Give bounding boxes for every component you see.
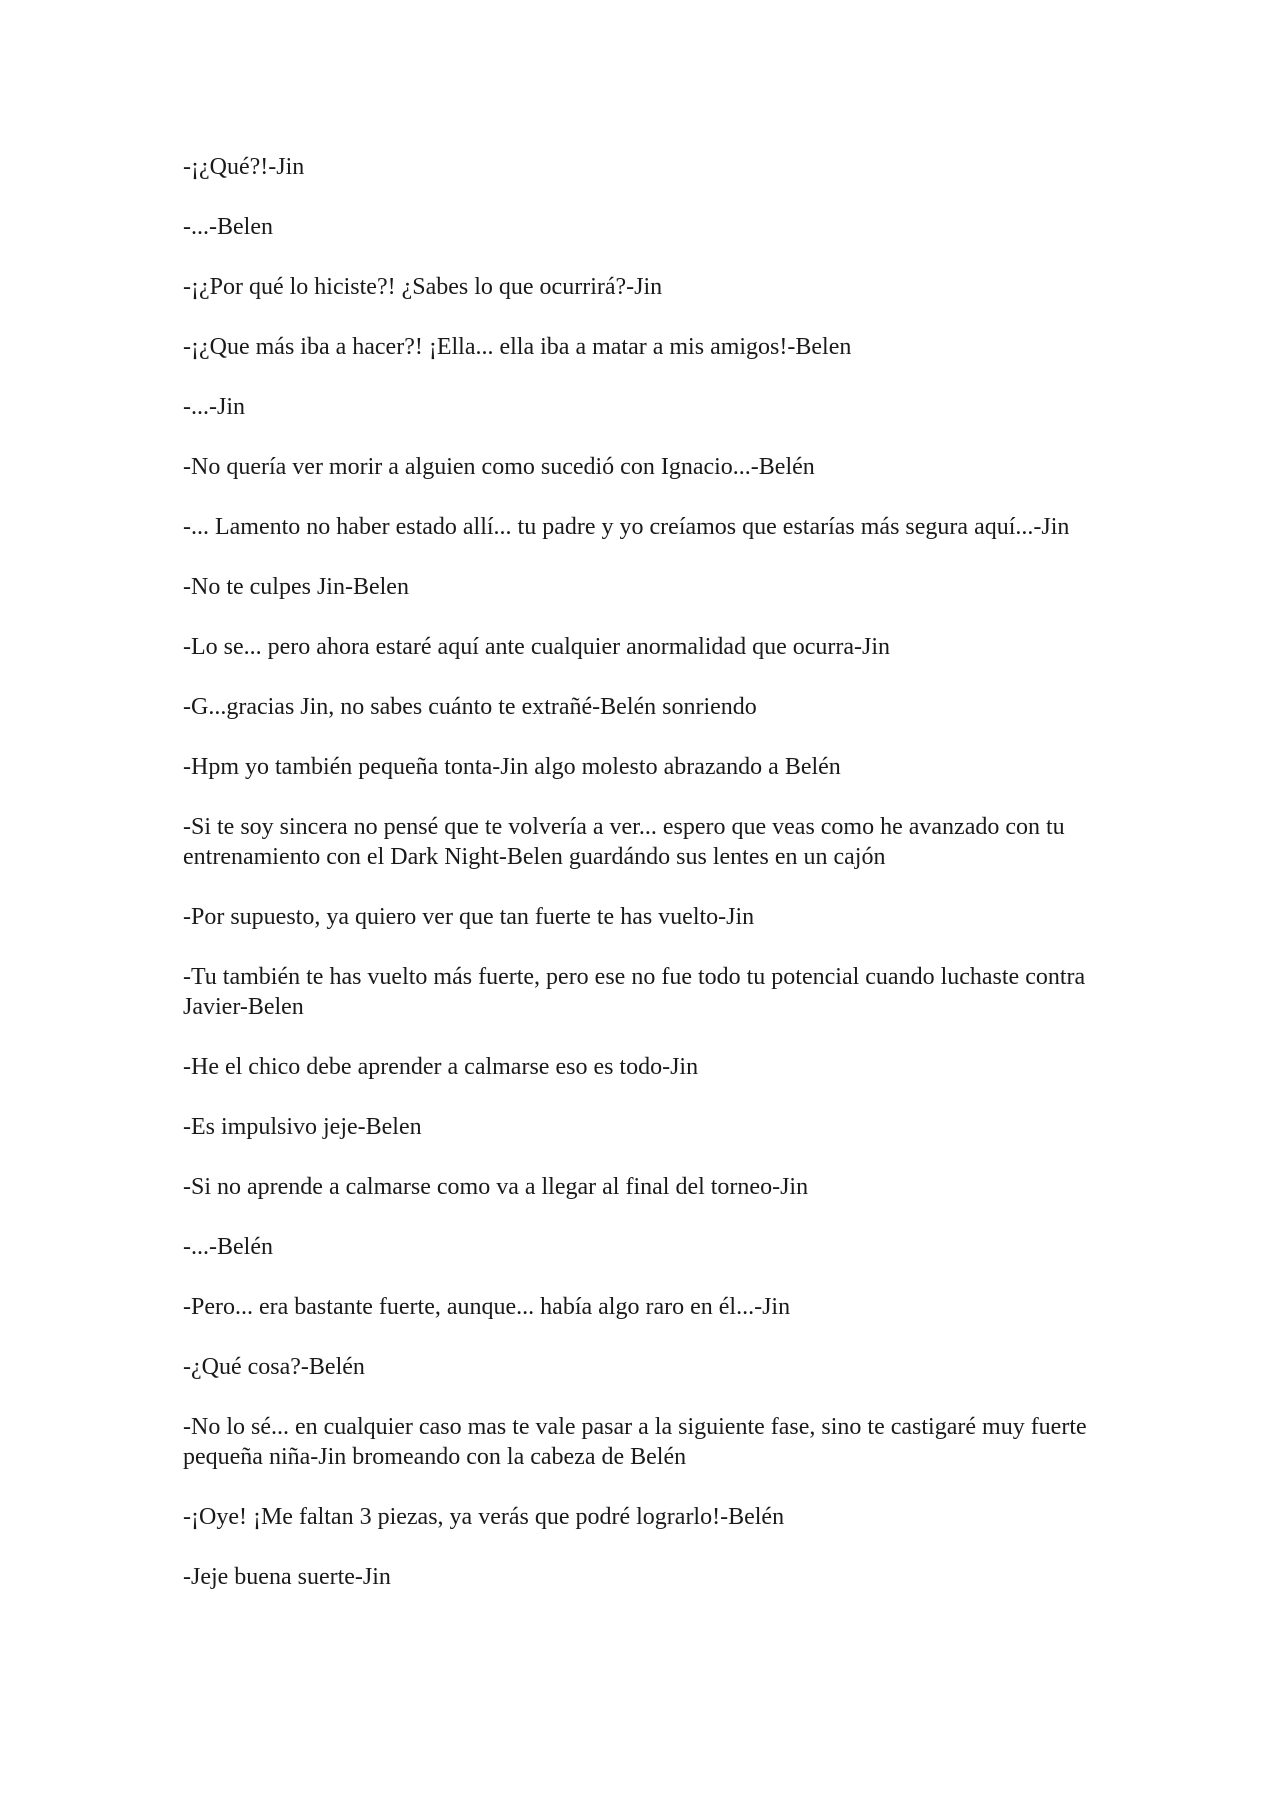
dialogue-line: -Por supuesto, ya quiero ver que tan fuerte te has vuelto-Jin <box>183 904 755 930</box>
dialogue-line: -Hpm yo también pequeña tonta-Jin algo molesto abrazando a Belén <box>183 754 841 780</box>
dialogue-text <box>183 152 1103 1622</box>
dialogue-line: -Pero... era bastante fuerte, aunque... había algo raro en él...-Jin <box>183 1294 791 1320</box>
dialogue-line: -¿Qué cosa?-Belén <box>183 1354 365 1380</box>
dialogue-line: -...-Belén <box>183 1234 273 1260</box>
dialogue-line: -No lo sé... en cualquier caso mas te vale pasar a la siguiente fase, sino te castigaré muy fuerte pequeña niña-Jin bromeando con la cabeza de Belén <box>183 1414 1087 1470</box>
dialogue-line: -No quería ver morir a alguien como sucedió con Ignacio...-Belén <box>183 454 815 480</box>
dialogue-line: -¡¿Por qué lo hiciste?! ¿Sabes lo que ocurrirá?-Jin <box>183 274 663 300</box>
dialogue-line: -Es impulsivo jeje-Belen <box>183 1114 422 1140</box>
dialogue-line: -Tu también te has vuelto más fuerte, pero ese no fue todo tu potencial cuando luchaste contra Javier-Belen <box>183 964 1086 1020</box>
dialogue-line: -Lo se... pero ahora estaré aquí ante cualquier anormalidad que ocurra-Jin <box>183 634 891 660</box>
dialogue-line: -¡Oye! ¡Me faltan 3 piezas, ya verás que podré lograrlo!-Belén <box>183 1504 785 1530</box>
dialogue-line: -Si no aprende a calmarse como va a llegar al final del torneo-Jin <box>183 1174 809 1200</box>
dialogue-line: -Jeje buena suerte-Jin <box>183 1564 391 1590</box>
dialogue-line: -¡¿Que más iba a hacer?! ¡Ella... ella iba a matar a mis amigos!-Belen <box>183 334 852 360</box>
dialogue-line: -...-Jin <box>183 394 245 420</box>
dialogue-line: -Si te soy sincera no pensé que te volvería a ver... espero que veas como he avanzado con tu entrenamiento con el Dark Night-Belen guardándo sus lentes en un cajón <box>183 814 1065 870</box>
dialogue-line: -No te culpes Jin-Belen <box>183 574 409 600</box>
dialogue-line: -He el chico debe aprender a calmarse eso es todo-Jin <box>183 1054 699 1080</box>
dialogue-line: -¡¿Qué?!-Jin <box>183 154 305 180</box>
dialogue-line: -G...gracias Jin, no sabes cuánto te extrañé-Belén sonriendo <box>183 694 757 720</box>
dialogue-line: -...-Belen <box>183 214 273 240</box>
dialogue-line: -... Lamento no haber estado allí... tu padre y yo creíamos que estarías más segura aquí...-Jin <box>183 514 1070 540</box>
